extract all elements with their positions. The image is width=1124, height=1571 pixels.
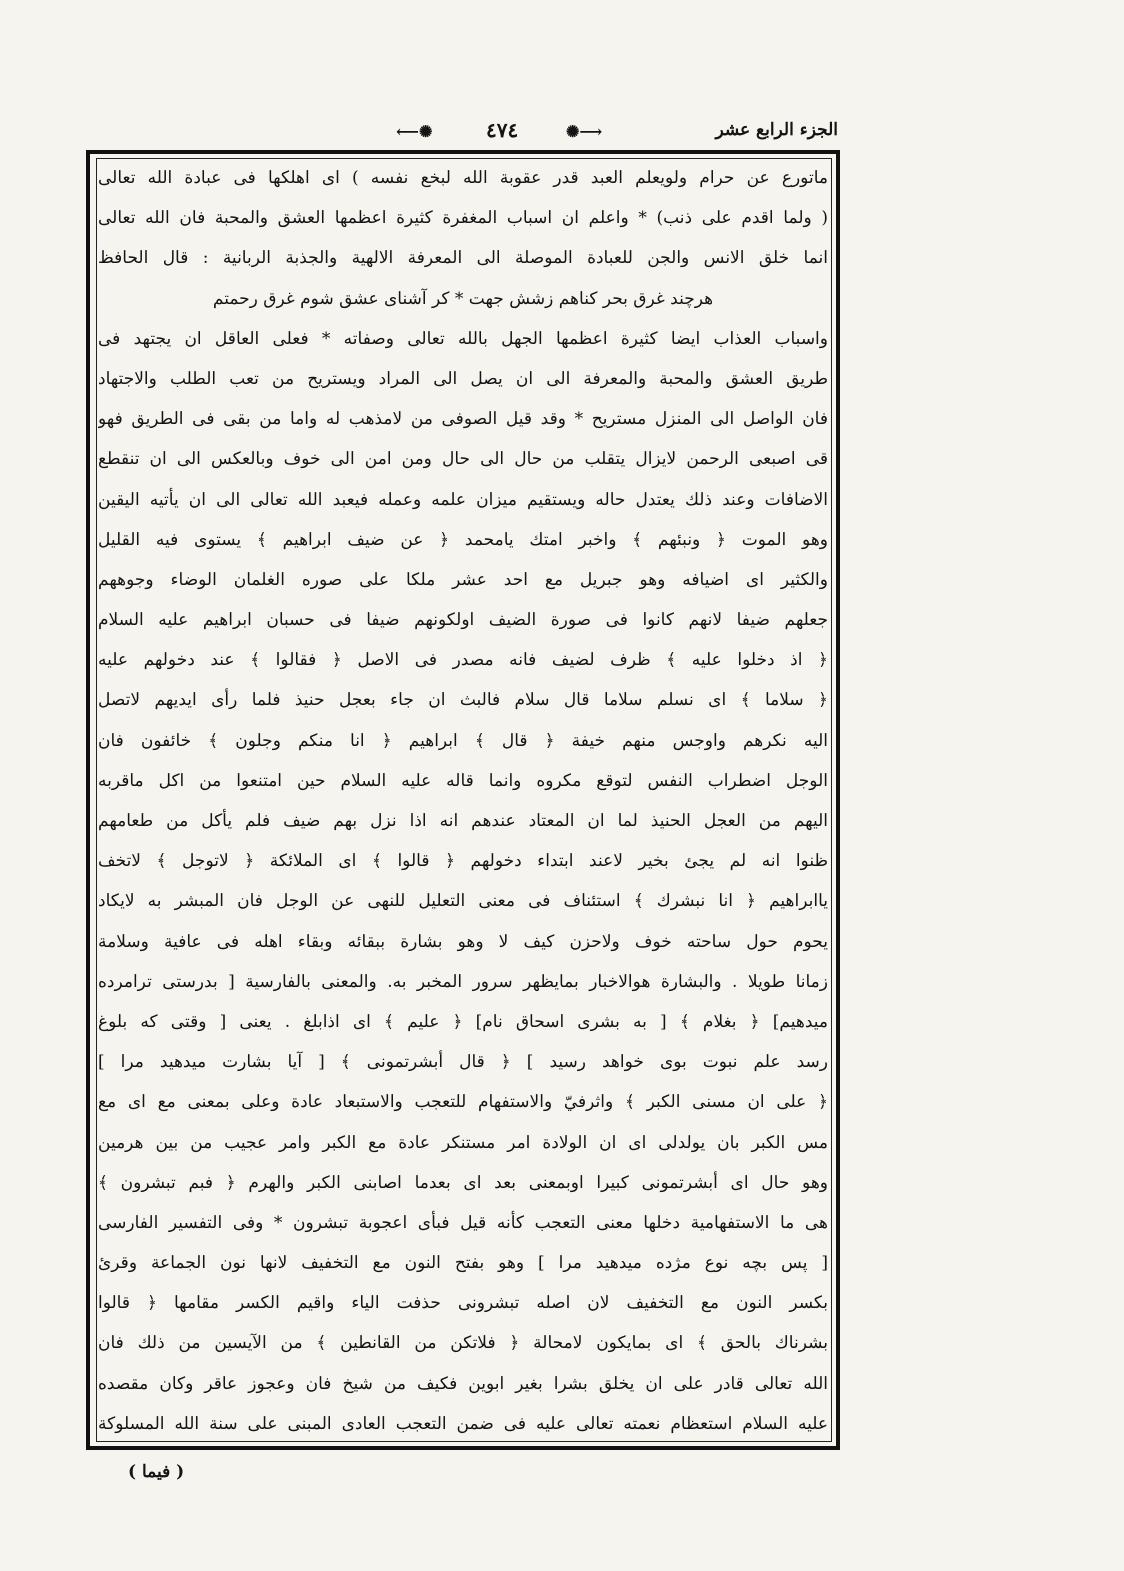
text-line: ﴿ اذ دخلوا عليه ﴾ ظرف لضيف فانه مصدر فى الاصل ﴿ فقالوا ﴾ عند دخولهم عليه	[98, 650, 828, 671]
text-line: انما خلق الانس والجن للعبادة الموصلة الى المعرفة الالهية والجذبة الربانية : قال الحافظ	[98, 248, 828, 269]
text-body	[98, 158, 828, 1444]
text-line: ( ولما اقدم على ذنب) * واعلم ان اسباب المغفرة كثيرة اعظمها العشق والمحبة فان الله تعالى	[98, 208, 828, 229]
text-line: بشرناك بالحق ﴾ اى بمايكون لامحالة ﴿ فلاتكن من القانطين ﴾ من الآيسين من ذلك فان	[98, 1333, 828, 1354]
text-line: مس الكبر بان يولدلى اى ان الولادة امر مستنكر عادة مع الكبر وامر عجيب من بين هرمين	[98, 1132, 828, 1153]
text-line: يحوم حول ساحته خوف ولاحزن كيف لا وهو بشارة ببقائه وبقاء اهله فى عافية وسلامة	[98, 931, 828, 952]
text-line: الاضافات وعند ذلك يعتدل حاله ويستقيم ميزان علمه وعمله فيعبد الله تعالى الى ان يأتيه اليقين	[98, 489, 828, 510]
page-number: ٤٧٤	[486, 118, 519, 142]
text-line: بكسر النون مع التخفيف لان اصله تبشرونى حذفت الياء واقيم الكسر مقامها ﴿ قالوا	[98, 1293, 828, 1314]
text-line: رسد علم نبوت بوى خواهد رسيد ] ﴿ قال أبشرتمونى ﴾ [ آيا بشارت ميدهيد مرا ]	[98, 1052, 828, 1073]
text-line: ظنوا انه لم يجئ بخير لاعند ابتداء دخولهم ﴿ قالوا ﴾ اى الملائكة ﴿ لاتوجل ﴾ لاتخف	[98, 851, 828, 872]
text-line: اليهم من العجل الحنيذ لما ان المعتاد عندهم انه اذا نزل بهم ضيف فلم يأكل من طعامهم	[98, 811, 828, 831]
text-line: جعلهم ضيفا لانهم كانوا فى صورة الضيف اولكونهم ضيفا فى حسبان ابراهيم عليه السلام	[98, 610, 828, 631]
text-line: [ پس بچه نوع مژده ميدهيد مرا ] وهو بفتح النون مع التخفيف لانها نون الجماعة وقرئ	[98, 1253, 828, 1274]
text-line: وهو الموت ﴿ ونبئهم ﴾ واخبر امتك يامحمد ﴿ عن ضيف ابراهيم ﴾ يستوى فيه القليل	[98, 529, 828, 550]
text-line: زمانا طويلا . والبشارة هوالاخبار بمايظهر سرور المخبر به. والمعنى بالفارسية [ بدرستى ترامرده	[98, 971, 828, 992]
text-line: والكثير اى اضيافه وهو جبريل مع احد عشر ملكا على صوره الغلمان الوضاء وجوههم	[98, 569, 828, 590]
running-header-title: الجزء الرابع عشر	[715, 120, 838, 140]
page-header	[96, 118, 838, 148]
ornament-left: ⟵✺	[396, 122, 433, 141]
text-line: الله تعالى قادر على ان يخلق بشرا بغير ابوين فكيف من شيخ فان وعجوز عاقر وكان مقصده	[98, 1373, 828, 1394]
text-line: ﴿ على ان مسنى الكبر ﴾ واثرفيّ والاستفهام للتعجب والاستبعاد عادة وعلى بمعنى مع اى مع	[98, 1092, 828, 1113]
text-line: عليه السلام استعظام نعمته تعالى عليه فى ضمن التعجب العادى المبنى على سنة الله المسلوكة	[98, 1413, 828, 1434]
catchword: ( فيما )	[128, 1462, 185, 1482]
text-line: فان الواصل الى المنزل مستريح * وقد قيل الصوفى من لامذهب له واما من بقى فى الطريق فهو	[98, 409, 828, 430]
text-line: وهو حال اى أبشرتمونى كبيرا اوبمعنى بعد اى بعدما اصابنى الكبر والهرم ﴿ فبم تبشرون ﴾	[98, 1172, 828, 1193]
text-line: ماتورع عن حرام ولويعلم العبد قدر عقوبة الله لبخع نفسه ) اى اهلكها فى عبادة الله تعالى	[98, 168, 828, 188]
text-line: ميدهيم] ﴿ بغلام ﴾ [ به بشرى اسحاق نام] ﴿ عليم ﴾ اى اذابلغ . يعنى [ وقتى كه بلوغ	[98, 1011, 828, 1032]
text-line: طريق العشق والمحبة والمعرفة الى ان يصل الى المراد ويستريح من تعب الطلب والاجتهاد	[98, 368, 828, 389]
text-line: اليه نكرهم واوجس منهم خيفة ﴿ قال ﴾ ابراهيم ﴿ انا منكم وجلون ﴾ خائفون فان	[98, 730, 828, 751]
text-line: ﴿ سلاما ﴾ اى نسلم سلاما قال سلام فالبث ان جاء بعجل حنيذ فلما رأى ايديهم لاتصل	[98, 690, 828, 711]
text-line: الوجل اضطراب النفس لتوقع مكروه وانما قاله عليه السلام حين امتنعوا من اكل ماقربه	[98, 770, 828, 791]
text-line: واسباب العذاب ايضا كثيرة اعظمها الجهل بالله تعالى وصفاته * فعلى العاقل ان يجتهد فى	[98, 328, 828, 349]
verse-line: هرچند غرق بحر كناهم زشش جهت * كر آشناى عشق شوم غرق رحمتم	[212, 288, 714, 309]
text-line: هى ما الاستفهامية دخلها معنى التعجب كأنه قيل فبأى اعجوبة تبشرون * وفى التفسير الفارسى	[98, 1212, 828, 1233]
text-line: قى اصبعى الرحمن لايزال يتقلب من حال الى حال ومن امن الى خوف وبالعكس الى ان تنقطع	[98, 449, 828, 470]
text-line: ياابراهيم ﴿ انا نبشرك ﴾ استئناف فى معنى التعليل للنهى عن الوجل فان المبشر به لايكاد	[98, 891, 828, 912]
ornament-right: ✺⟶	[566, 122, 603, 141]
